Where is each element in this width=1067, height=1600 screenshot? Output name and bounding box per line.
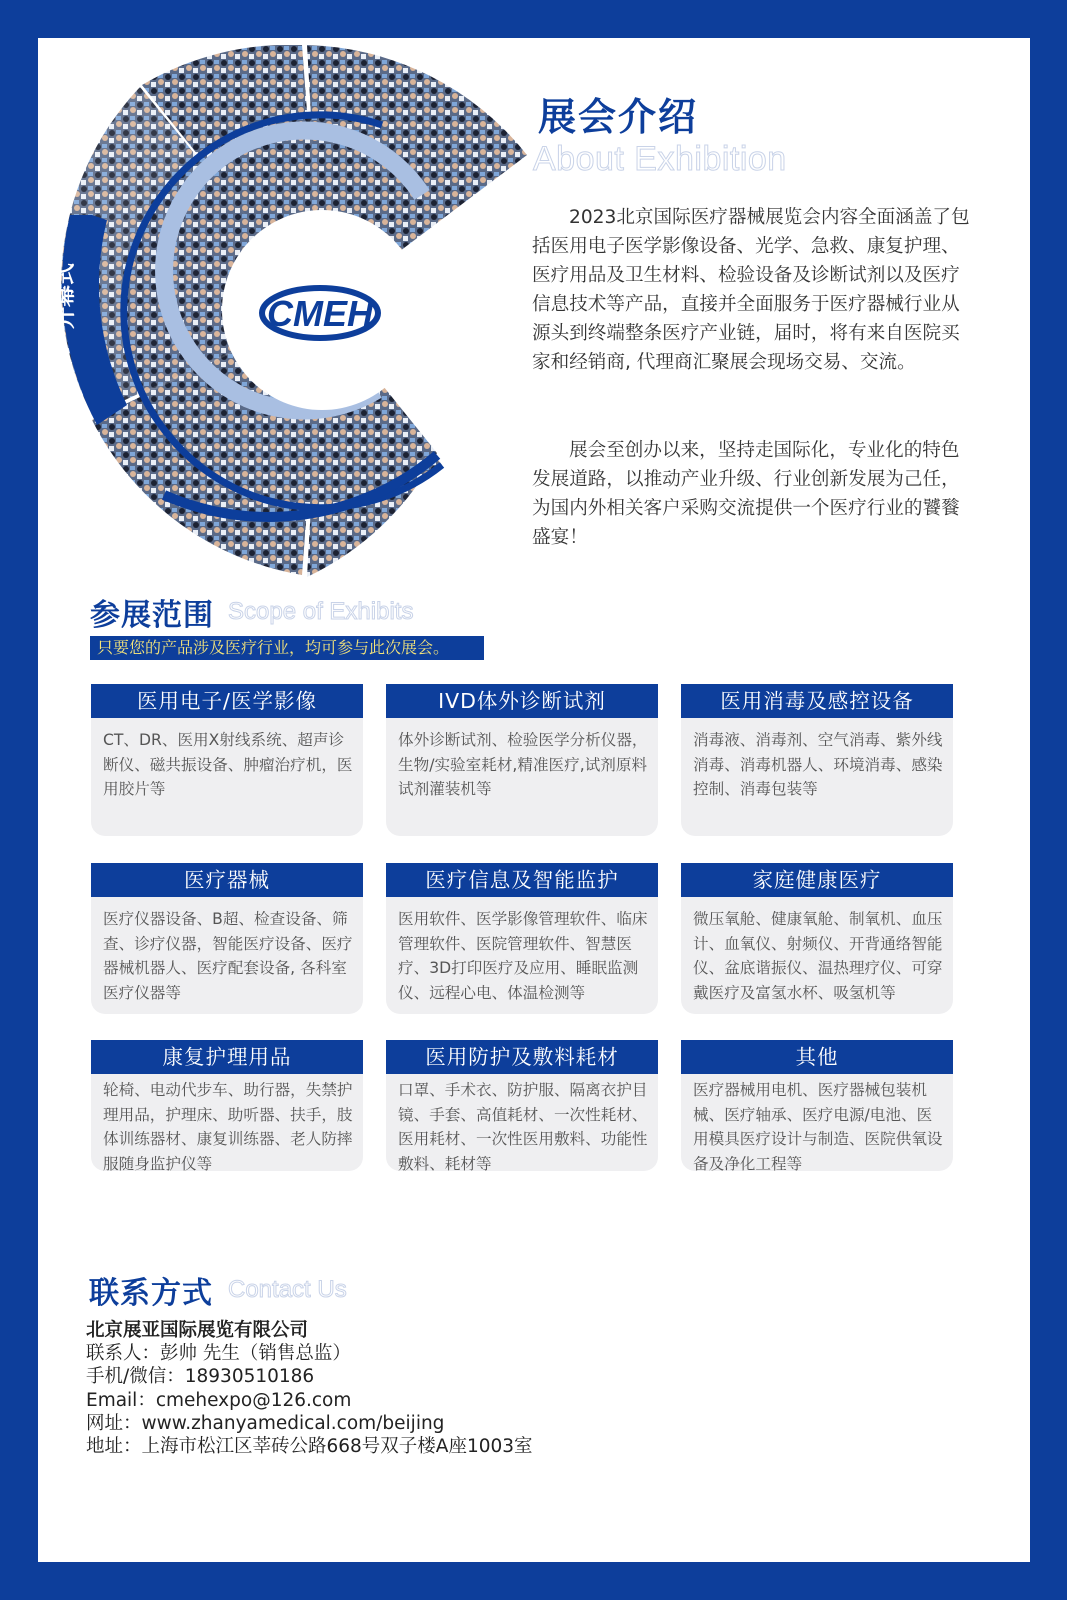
scope-card-body: CT、DR、医用X射线系统、超声诊断仪、磁共振设备、肿瘤治疗机，医用胶片等	[103, 731, 353, 798]
contact-address: 地址：上海市松江区莘砖公路668号双子楼A座1003室	[86, 1436, 533, 1458]
scope-card-title: 医用电子/医学影像	[91, 684, 363, 718]
contact-phone: 手机/微信：18930510186	[86, 1366, 315, 1388]
scope-card-title: 医疗器械	[91, 863, 363, 897]
contact-website: 网址：www.zhanyamedical.com/beijing	[86, 1412, 445, 1434]
scope-title: 参展范围	[90, 598, 214, 633]
scope-card-title: 康复护理用品	[91, 1040, 363, 1074]
scope-card-body: 体外诊断试剂、检验医学分析仪器，生物/实验室耗材,精准医疗,试剂原料试剂灌装机等	[398, 731, 648, 798]
scope-subtitle: Scope of Exhibits	[228, 598, 414, 625]
scope-card	[681, 863, 953, 1014]
contact-email: Email：cmehexpo@126.com	[86, 1389, 352, 1411]
scope-card-title: 其他	[681, 1040, 953, 1074]
scope-card	[681, 684, 953, 836]
cmeh-logo: CMEH	[267, 293, 373, 334]
intro-title: 展会介绍	[538, 95, 699, 139]
scope-card	[386, 684, 658, 836]
scope-card-title: 医疗信息及智能监护	[386, 863, 658, 897]
scope-card-body: 轮椅、电动代步车、助行器，失禁护理用品，护理床、助听器、扶手，肢体训练器材、康复训练器、老人防摔服随身监护仪等	[103, 1081, 353, 1173]
contact-subtitle: Contact Us	[228, 1276, 347, 1303]
scope-card	[91, 1040, 363, 1171]
scope-card-title: 家庭健康医疗	[681, 863, 953, 897]
intro-paragraph-2: 展会至创办以来，坚持走国际化，专业化的特色发展道路，以推动产业升级、行业创新发展为己任，为国内外相关客户采购交流提供一个医疗行业的饕餮盛宴！	[532, 440, 960, 548]
scope-card-body: 医用软件、医学影像管理软件、临床管理软件、医院管理软件、智慧医疗、3D打印医疗及应用、睡眠监测仪、远程心电、体温检测等	[398, 910, 648, 1002]
scope-notice: 只要您的产品涉及医疗行业，均可参与此次展会。	[90, 636, 484, 660]
scope-card-body: 医疗器械用电机、医疗器械包装机械、医疗轴承、医疗电源/电池、医用模具医疗设计与制造、医院供氧设备及净化工程等	[693, 1081, 943, 1173]
contact-title: 联系方式	[89, 1276, 213, 1311]
scope-card-body: 医疗仪器设备、B超、检查设备、筛查、诊疗仪器，智能医疗设备、医疗器械机器人、医疗配套设备, 各科室医疗仪器等	[103, 910, 353, 1002]
contact-info	[86, 1319, 533, 1458]
scope-card	[91, 863, 363, 1014]
opening-ceremony-banner: 开幕式	[53, 262, 78, 329]
scope-card	[91, 684, 363, 836]
contact-person: 联系人：彭帅 先生（销售总监）	[86, 1343, 351, 1365]
scope-card-body: 微压氧舱、健康氧舱、制氧机、血压计、血氧仪、射频仪、开背通络智能仪、盆底谐振仪、温热理疗仪、可穿戴医疗及富氢水杯、吸氢机等	[693, 910, 943, 1002]
scope-card	[681, 1040, 953, 1171]
scope-card-title: 医用防护及敷料耗材	[386, 1040, 658, 1074]
scope-card-body: 口罩、手术衣、防护服、隔离衣护目镜、手套、高值耗材、一次性耗材、医用耗材、一次性医用敷料、功能性敷料、耗材等	[398, 1081, 648, 1173]
exhibition-photo-fan	[52, 45, 552, 585]
intro-paragraph-1: 2023北京国际医疗器械展览会内容全面涵盖了包括医用电子医学影像设备、光学、急救、康复护理、医疗用品及卫生材料、检验设备及诊断试剂以及医疗信息技术等产品，直接并全面服务于医疗器械行业从源头到终端整条医疗产业链，届时，将有来自医院买家和经销商, 代理商汇聚展会现场交易、交流。	[532, 207, 970, 373]
company-name: 北京展亚国际展览有限公司	[86, 1320, 309, 1341]
scope-card-title: 医用消毒及感控设备	[681, 684, 953, 718]
scope-card	[386, 1040, 658, 1171]
scope-card	[386, 863, 658, 1014]
scope-card-body: 消毒液、消毒剂、空气消毒、紫外线消毒、消毒机器人、环境消毒、感染控制、消毒包装等	[693, 731, 943, 798]
scope-card-title: IVD体外诊断试剂	[386, 684, 658, 718]
intro-subtitle: About Exhibition	[533, 140, 787, 178]
